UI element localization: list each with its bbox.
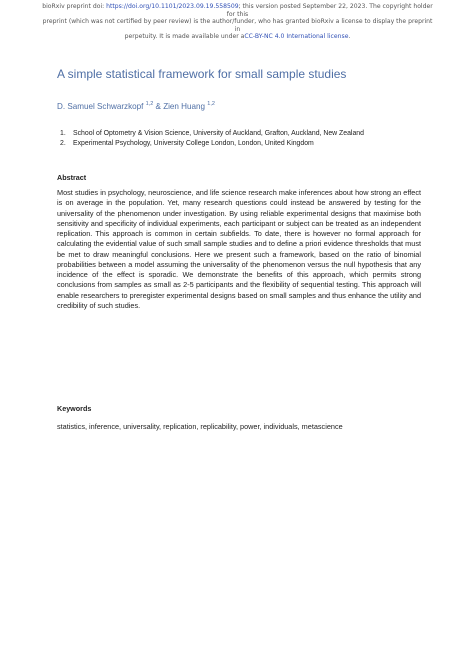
author-affiliation-marker: 1,2 bbox=[145, 101, 154, 107]
author-affiliation-marker: 1,2 bbox=[207, 101, 215, 107]
affiliation-list bbox=[57, 129, 437, 149]
keywords-heading: Keywords bbox=[57, 404, 92, 413]
keywords-list: statistics, inference, universality, replication, replicability, power, individuals, metascience bbox=[57, 422, 343, 431]
preprint-header bbox=[40, 3, 435, 41]
affiliation-item bbox=[57, 129, 437, 139]
preprint-header-line-3: perpetuity. It is made available under aCC-BY-NC 4.0 International license. bbox=[124, 33, 351, 41]
abstract-heading: Abstract bbox=[57, 173, 87, 182]
preprint-header-line-2: preprint (which was not certified by peer review) is the author/funder, who has granted bioRxiv a license to display the preprint in bbox=[42, 18, 433, 33]
license-link[interactable]: CC-BY-NC 4.0 International license bbox=[244, 33, 349, 41]
author-name: Zien Huang bbox=[163, 102, 206, 111]
preprint-header-line-1: bioRxiv preprint doi: https://doi.org/10.1101/2023.09.19.558509; this version posted September 22, 2023. The copyright holder for this bbox=[42, 3, 433, 18]
doi-link[interactable]: https://doi.org/10.1101/2023.09.19.558509 bbox=[106, 3, 239, 10]
author-separator: & bbox=[153, 102, 164, 111]
affiliation-text: School of Optometry & Vision Science, University of Auckland, Grafton, Auckland, New Zealand bbox=[73, 130, 364, 137]
affiliation-item bbox=[57, 139, 437, 149]
author-list bbox=[57, 99, 437, 112]
affiliation-number: 1. bbox=[60, 130, 66, 137]
abstract-body: Most studies in psychology, neuroscience, and life science research make inferences about how strong an effect is on average in the population. Yet, many research questions could instead be answered by testing for the universality of the phenomenon under investigation. By using reliable experimental designs that maximise both sensitivity and specificity of individual experiments, each participant or subject can be treated as an independent replication. This approach is common in certain subfields. To date, there is however no formal approach for calculating the evidential value of such small sample studies and to define a priori evidence thresholds that must be met to draw meaningful conclusions. Here we present such a framework, based on the ratio of binomial probabilities between a model assuming the universality of the phenomenon versus the null hypothesis that any incidence of the effect is sporadic. We demonstrate the benefits of this approach, which permits strong conclusions from samples as small as 2-5 participants and the flexibility of sequential testing. This approach will enable researchers to preregister experimental designs based on small samples and thus enhance the utility and credibility of such studies. bbox=[57, 188, 421, 310]
author-name: D. Samuel Schwarzkopf bbox=[57, 102, 144, 111]
affiliation-text: Experimental Psychology, University College London, London, United Kingdom bbox=[73, 140, 314, 147]
paper-title: A simple statistical framework for small sample studies bbox=[57, 67, 347, 81]
affiliation-number: 2. bbox=[60, 140, 66, 147]
